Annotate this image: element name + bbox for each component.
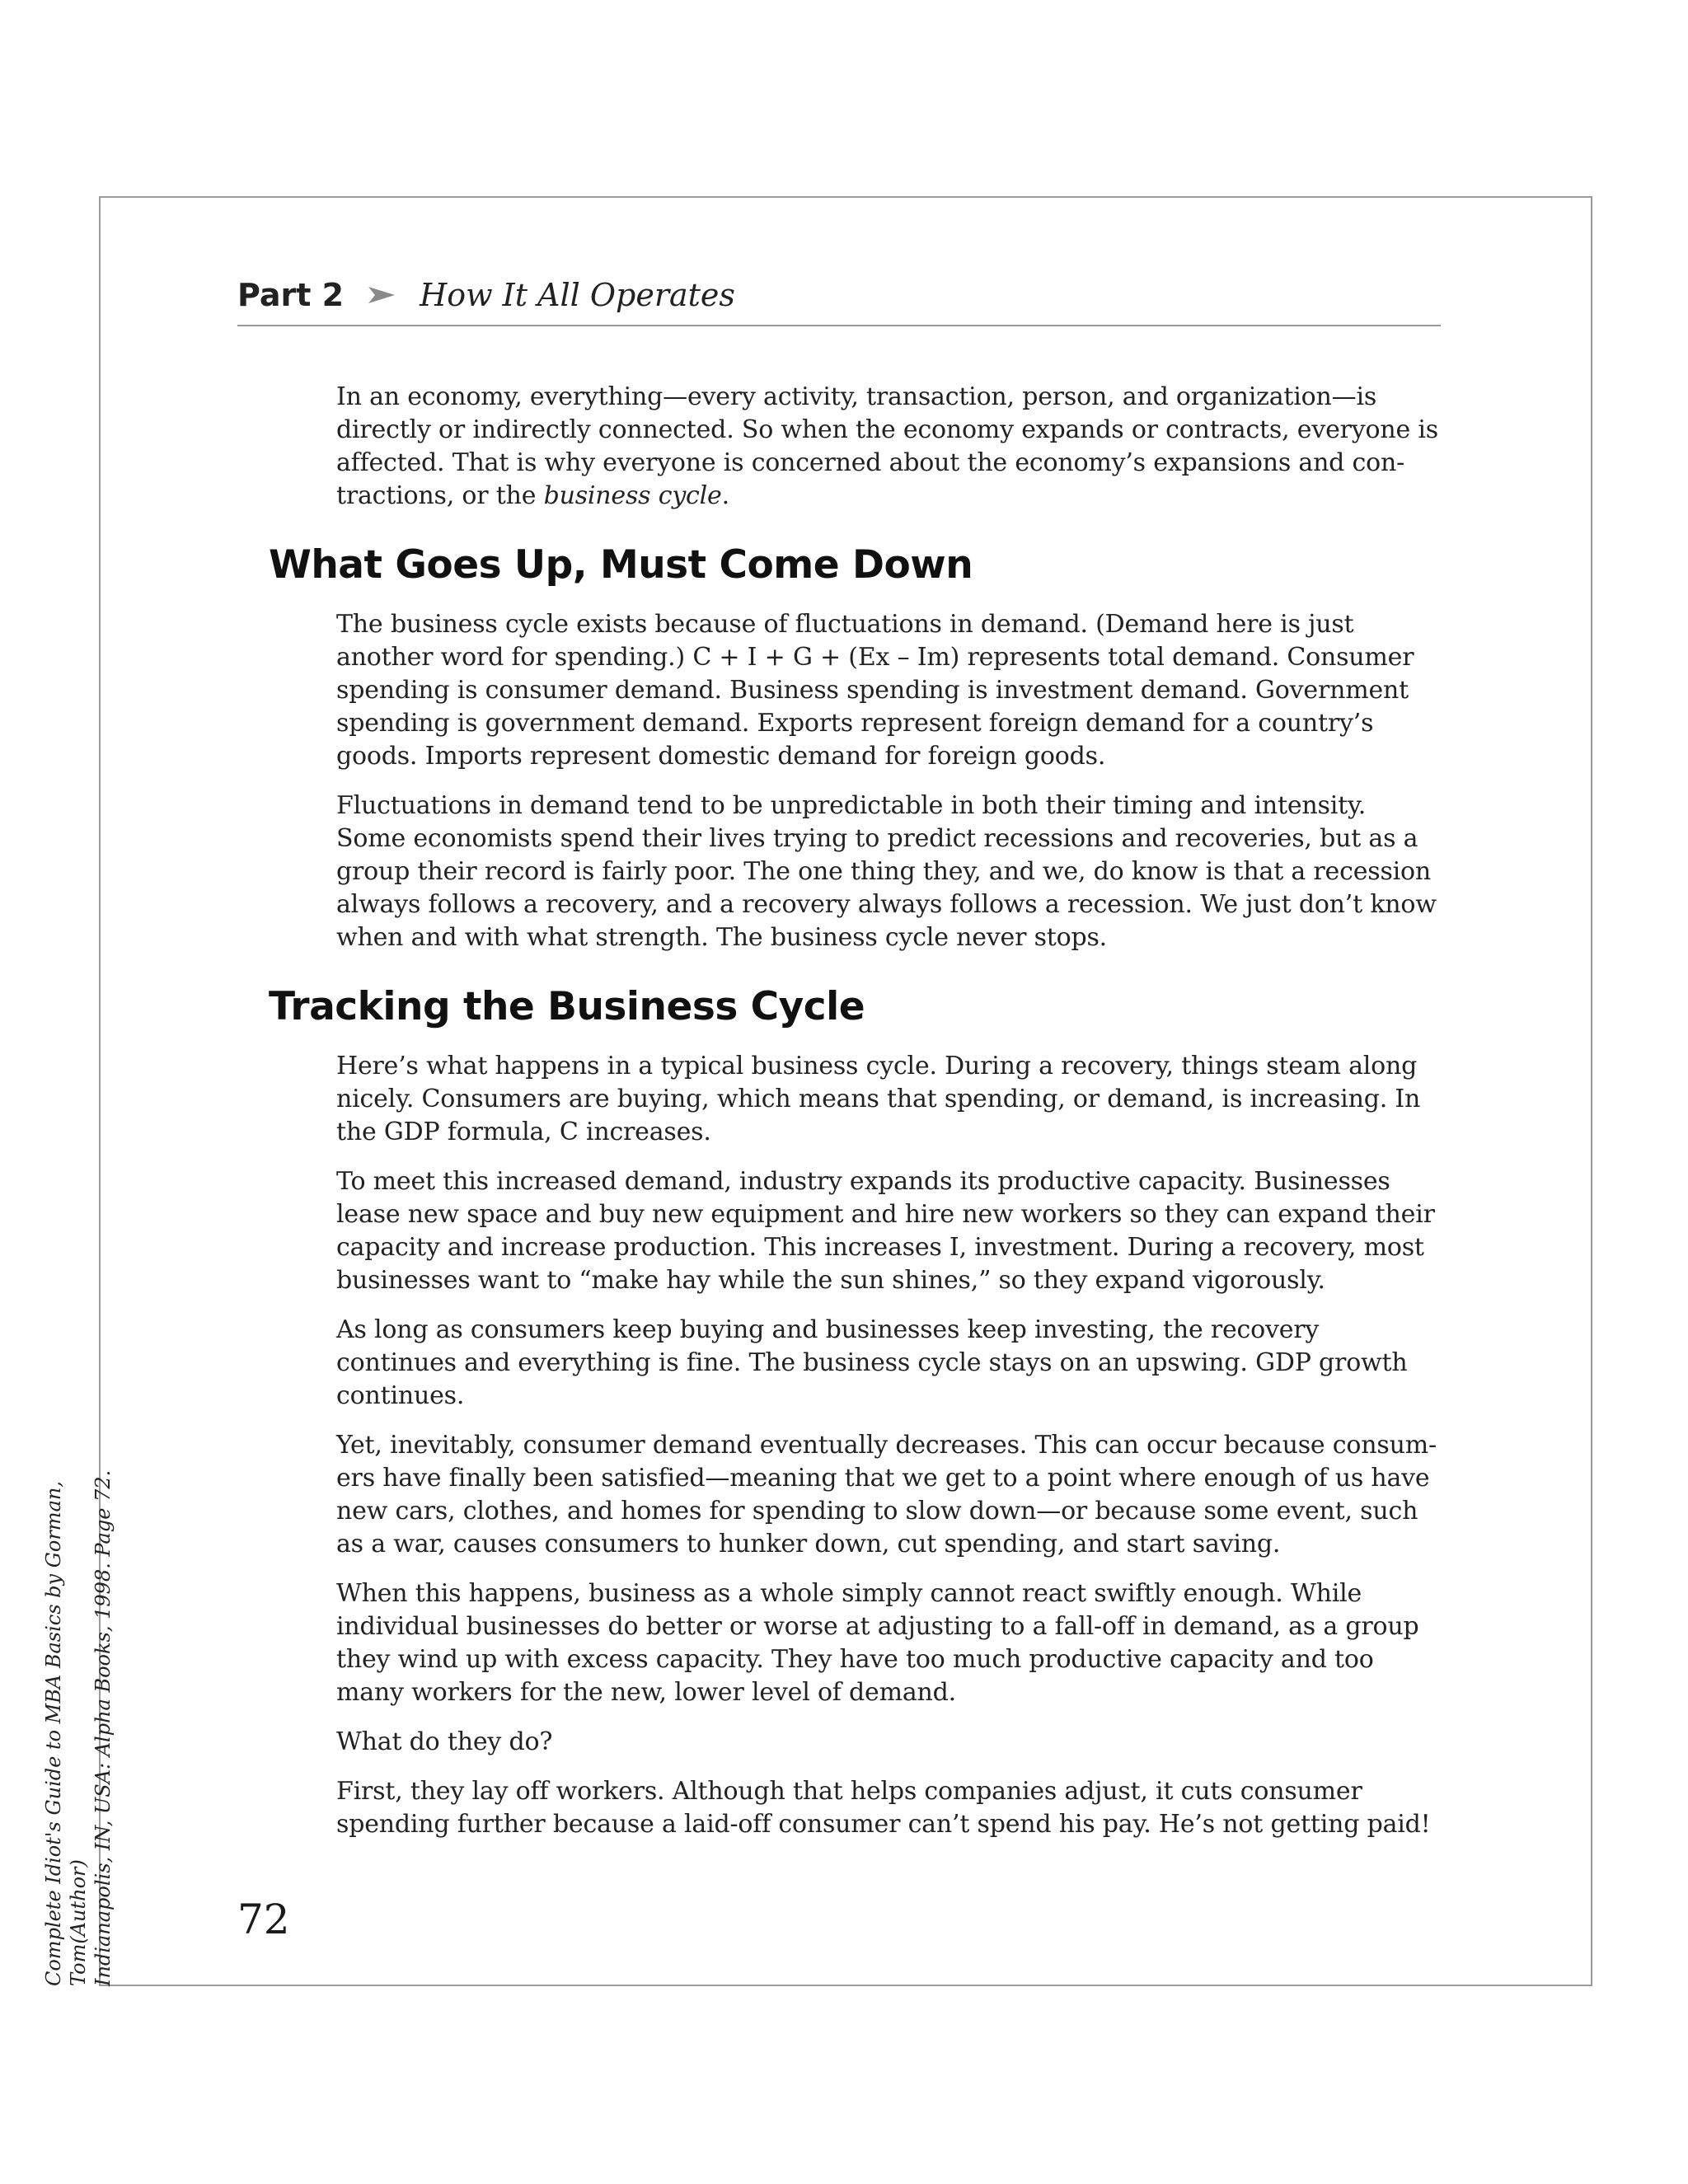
paragraph: What do they do? (336, 1727, 553, 1756)
arrowhead-icon (367, 285, 396, 305)
page-number: 72 (237, 1896, 290, 1943)
part-label: Part 2 (237, 277, 345, 313)
running-head (237, 265, 1441, 326)
paragraph: As long as consumers keep buying and businesses keep investing, the recovery continues and everything is fine. The business cycle stays on an upswing. GDP growth continues. (336, 1315, 1408, 1410)
paragraph: Fluctuations in demand tend to be unpredictable in both their timing and intensity. Some economists spend their lives trying to predict recessions and recoveries, but as a group their record is fairly poor. The one thing they, and we, do know is that a recession always follows a recovery, and a recovery always follows a recession. We just don’t know when and with what strength. The business cycle never stops. (336, 791, 1437, 952)
paragraph: Yet, inevitably, consumer demand eventually decreases. This can occur because consum-ers have finally been satisfied—meaning that we get to a point where enough of us have new cars, clothes, and homes for spending to slow down—or because some event, such as a war, causes consumers to hunker down, cut spending, and start saving. (336, 1431, 1437, 1558)
section-heading-what-goes-up: What Goes Up, Must Come Down (269, 542, 973, 588)
paragraph: First, they lay off workers. Although that helps companies adjust, it cuts consumer spending further because a laid-off consumer can’t spend his pay. He’s not getting paid! (336, 1777, 1431, 1839)
citation-line: Complete Idiot's Guide to MBA Basics by Gorman, Tom(Author) (42, 1481, 90, 1986)
intro-paragraph: In an economy, everything—every activity, transaction, person, and organization—is directly or indirectly connected. So when the economy expands or contracts, everyone is affected. That is why everyone is concerned about the economy’s expansions and con-tractions, or the business cycle. (336, 382, 1438, 510)
citation-line: Indianapolis, IN, USA: Alpha Books, 1998. Page 72. (91, 1469, 115, 1986)
paragraph: The business cycle exists because of fluctuations in demand. (Demand here is just another word for spending.) C + I + G + (Ex – Im) represents total demand. Consumer spending is consumer demand. Business spending is investment demand. Government spending is government demand. Exports represent foreign demand for a country’s goods. Imports represent domestic demand for foreign goods. (336, 610, 1414, 771)
page-body (269, 381, 1441, 1858)
section-heading-tracking-business-cycle: Tracking the Business Cycle (269, 984, 865, 1029)
paragraph: When this happens, business as a whole simply cannot react swiftly enough. While individual businesses do better or worse at adjusting to a fall-off in demand, as a group they wind up with excess capacity. They have too much productive capacity and too many workers for the new, lower level of demand. (336, 1579, 1419, 1707)
paragraph: To meet this increased demand, industry expands its productive capacity. Businesses lease new space and buy new equipment and hire new workers so they can expand their capacity and increase production. This increases I, investment. During a recovery, most businesses want to “make hay while the sun shines,” so they expand vigorously. (336, 1167, 1435, 1295)
paragraph: Here’s what happens in a typical business cycle. During a recovery, things steam along nicely. Consumers are buying, which means that spending, or demand, is increasing. In the GDP formula, C increases. (336, 1052, 1421, 1146)
source-citation (41, 1393, 115, 1986)
business-cycle-term: business cycle (543, 481, 722, 510)
chapter-title: How It All Operates (420, 277, 735, 313)
